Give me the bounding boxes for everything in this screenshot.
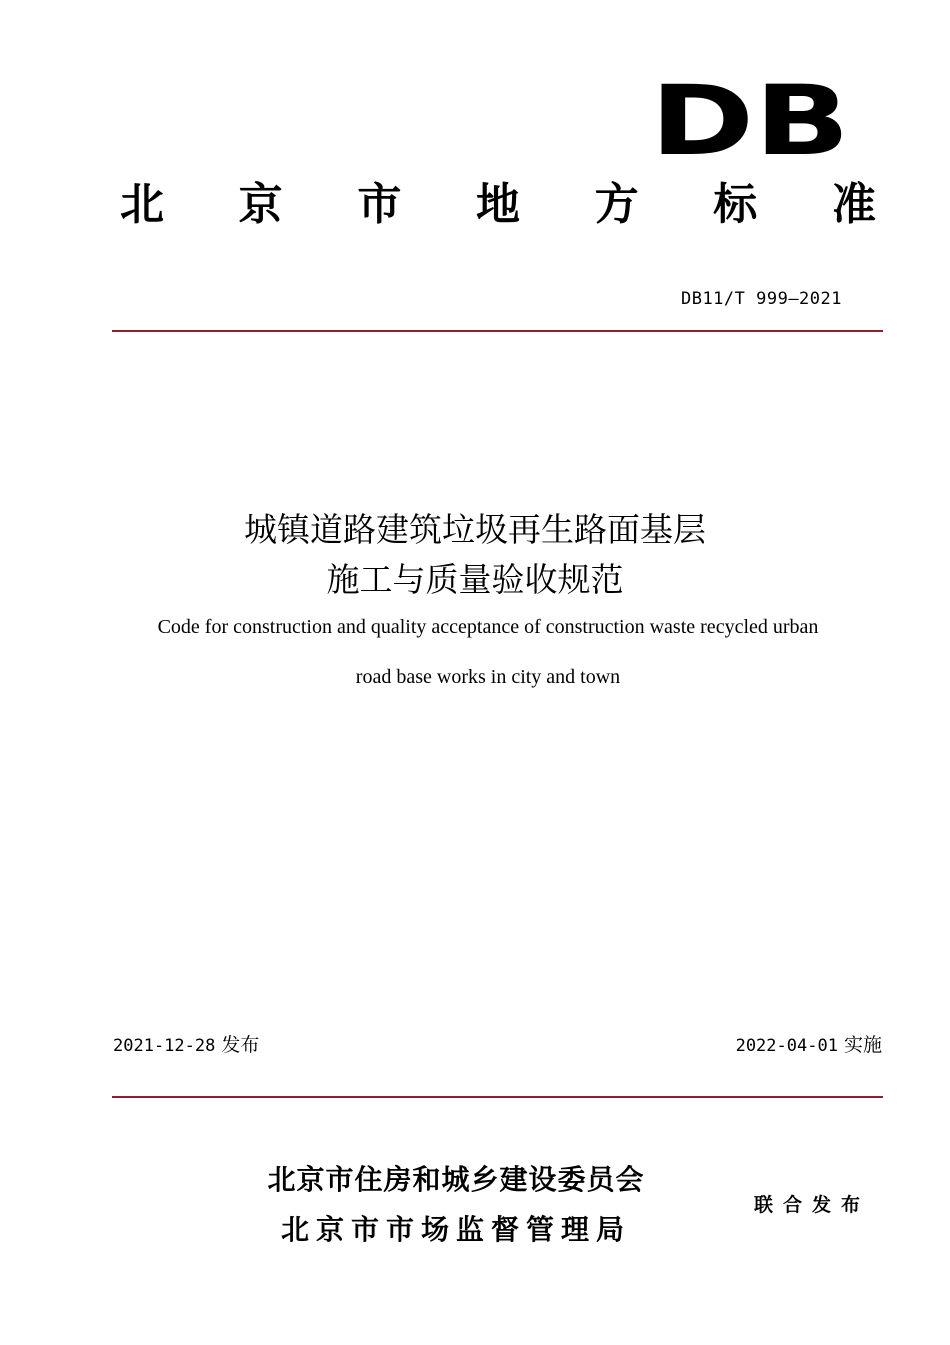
release-date-block [113, 1030, 259, 1057]
bottom-divider [112, 1096, 883, 1098]
standard-type-char: 地 [475, 179, 520, 230]
title-en-line-1: Code for construction and quality acceptance of construction waste recycled urban [157, 616, 819, 638]
top-divider [112, 330, 883, 332]
standard-type-char: 准 [831, 179, 876, 230]
standard-type-char: 北 [120, 179, 164, 230]
implement-label: 实施 [843, 1034, 882, 1056]
standard-code: DB11/T 999—2021 [680, 289, 842, 309]
standard-type-char: 市 [357, 179, 402, 230]
implement-date-block [736, 1030, 882, 1057]
release-date: 2021-12-28 [113, 1036, 216, 1056]
implement-date: 2022-04-01 [735, 1036, 838, 1056]
title-en-line-2: road base works in city and town [355, 666, 621, 688]
release-label: 发布 [221, 1034, 260, 1056]
title-zh-line-2: 施工与质量验收规范 [326, 560, 624, 599]
db-logo-text: DB [650, 66, 850, 176]
db-logo [645, 66, 855, 176]
standard-type [112, 168, 884, 232]
issuer-housing-commission: 北京市住房和城乡建设委员会 [267, 1163, 645, 1196]
title-zh-line-1: 城镇道路建筑垃圾再生路面基层 [244, 510, 706, 549]
standard-type-char: 方 [594, 179, 639, 230]
issuer-market-regulation: 北京市市场监督管理局 [280, 1213, 631, 1246]
standard-type-char: 标 [713, 179, 758, 230]
standard-type-char: 京 [238, 179, 283, 230]
joint-issue-label: 联合发布 [754, 1194, 871, 1216]
